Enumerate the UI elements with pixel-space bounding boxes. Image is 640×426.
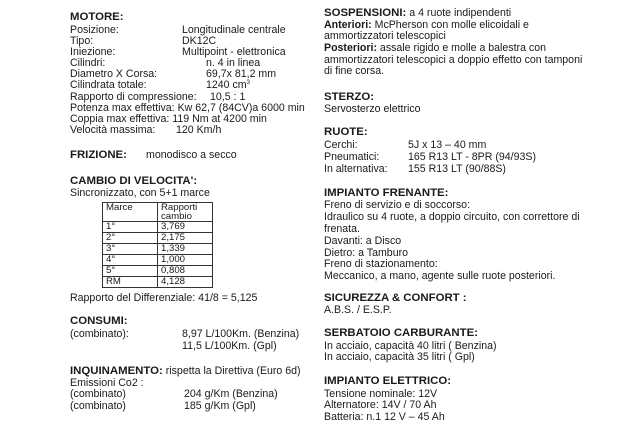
gear-table [102,202,213,288]
motore-label: Iniezione: [70,46,116,58]
frizione-row [70,149,237,161]
table-row [103,255,213,266]
gear-cell: RM [103,277,158,288]
inquinamento-value: 185 g/Km (Gpl) [184,400,256,412]
inquinamento-row [70,388,278,400]
motore-label: Rapporto di compressione: [70,91,197,103]
motore-value: 69,7x 81,2 mm [206,68,277,80]
gear-cell: 1° [103,222,158,233]
frizione-title: FRIZIONE: [70,149,127,161]
gear-cell: 4,128 [158,277,213,288]
motore-label: Cilindri: [70,57,106,69]
ruote-value: 5J x 13 – 40 mm [408,139,487,151]
velocita-value: 120 Km/h [176,124,222,136]
elettrico-title: IMPIANTO ELETTRICO: [324,375,451,387]
frenante-line: Freno di stazionamento: [324,258,438,270]
elettrico-line: Alternatore: 14V / 70 Ah [324,399,437,411]
gear-header: Marce [103,203,158,222]
elettrico-line: Tensione nominale: 12V [324,388,438,400]
gear-cell: 2,175 [158,233,213,244]
consumi-value: 8,97 L/100Km. (Benzina) [182,328,300,340]
ruote-label: Pneumatici: [324,151,380,163]
motore-value: n. 4 in linea [206,57,261,69]
consumi-title: CONSUMI: [70,315,128,327]
motore-value: DK12C [182,35,217,47]
anteriori-label: Anteriori: [324,19,372,31]
serbatoio-title: SERBATOIO CARBURANTE: [324,327,478,339]
coppia-line: Coppia max effettiva: 119 Nm at 4200 min [70,113,267,125]
emissioni-line: Emissioni Co2 : [70,377,144,389]
motore-row [70,79,250,91]
inquinamento-title: INQUINAMENTO: [70,365,163,377]
table-row [103,233,213,244]
gear-cell: 4° [103,255,158,266]
frenante-title: IMPIANTO FRENANTE: [324,187,449,199]
posteriori-label: Posteriori: [324,42,377,54]
gear-cell: 0,808 [158,266,213,277]
elettrico-line: Batteria: n.1 12 V – 45 Ah [324,411,445,423]
anteriori-line-2: ammortizzatori telescopici [324,30,446,42]
frenante-line: Meccanico, a mano, agente sulle ruote posteriori. [324,270,556,282]
inquinamento-row [70,366,301,377]
cambio-subtitle: Sincronizzato, con 5+1 marce [70,187,210,199]
motore-value [206,80,250,91]
motore-value: Multipoint - elettronica [182,46,286,58]
ruote-label: In alternativa: [324,163,388,175]
sospensioni-title: SOSPENSIONI: [324,7,407,19]
posteriori-line-2: ammortizzatori telescopici a doppio effetto con tamponi [324,54,583,66]
gear-cell: 3° [103,244,158,255]
sospensioni-text: a 4 ruote indipendenti [406,7,512,19]
ruote-row [324,151,536,163]
inquinamento-row [70,400,256,412]
frenante-line: Davanti: a Disco [324,235,402,247]
serbatoio-line: In acciaio, capacità 35 litri ( Gpl) [324,351,475,363]
sospensioni-row [324,8,511,19]
posteriori-text: assale rigido e molle a balestra con [376,42,546,54]
cilindrata-value: 1240 cm [206,79,247,91]
anteriori-text: McPherson con molle elicoidali e [371,19,529,31]
sterzo-title: STERZO: [324,91,374,103]
differenziale-line: Rapporto del Differenziale: 41/8 = 5,125 [70,292,258,304]
sterzo-value: Servosterzo elettrico [324,103,421,115]
gear-header: Rapporti cambio [158,203,213,222]
velocita-row [70,124,222,136]
motore-value: Longitudinale centrale [182,24,286,36]
gear-cell: 3,769 [158,222,213,233]
gear-cell: 5° [103,266,158,277]
gear-cell: 2° [103,233,158,244]
table-row [103,244,213,255]
motore-title: MOTORE: [70,11,124,23]
frenante-line: Freno di servizio e di soccorso: [324,199,471,211]
inquinamento-text: rispetta la Direttiva (Euro 6d) [162,365,301,377]
table-row [103,277,213,288]
ruote-row [324,139,487,151]
gear-cell: 1,000 [158,255,213,266]
ruote-value: 155 R13 LT (90/88S) [408,163,506,175]
ruote-value: 165 R13 LT - 8PR (94/93S) [408,151,536,163]
velocita-label: Velocità massima: [70,124,156,136]
cilindrata-sup: 3 [246,80,250,86]
cambio-title: CAMBIO DI VELOCITA': [70,175,198,187]
frizione-value: monodisco a secco [146,149,237,161]
sicurezza-value: A.B.S. / E.S.P. [324,304,392,316]
sicurezza-title: SICUREZZA & CONFORT : [324,292,467,304]
table-row [103,266,213,277]
motore-value: 10,5 : 1 [210,91,246,103]
inquinamento-value: 204 g/Km (Benzina) [184,388,278,400]
motore-label: Cilindrata totale: [70,79,147,91]
ruote-row [324,163,506,175]
consumi-row [70,328,300,340]
frenante-line: frenata. [324,223,360,235]
motore-label: Tipo: [70,35,94,47]
consumi-value: 11,5 L/100Km. (Gpl) [182,340,277,352]
potenza-line: Potenza max effettiva: Kw 62,7 (84CV)a 6000 min [70,102,305,114]
motore-label: Posizione: [70,24,119,36]
motore-label: Diametro X Corsa: [70,68,158,80]
ruote-label: Cerchi: [324,139,358,151]
table-row [103,222,213,233]
frenante-line: Idraulico su 4 ruote, a doppio circuito, con correttore di [324,211,580,223]
serbatoio-line: In acciaio, capacità 40 litri ( Benzina) [324,340,497,352]
posteriori-line-3: di fine corsa. [324,65,385,77]
gear-cell: 1,339 [158,244,213,255]
inquinamento-label: (combinato) [70,400,126,412]
consumi-label: (combinato): [70,328,129,340]
frenante-line: Dietro: a Tamburo [324,247,409,259]
ruote-title: RUOTE: [324,126,368,138]
inquinamento-label: (combinato) [70,388,126,400]
posteriori-line [324,43,546,54]
